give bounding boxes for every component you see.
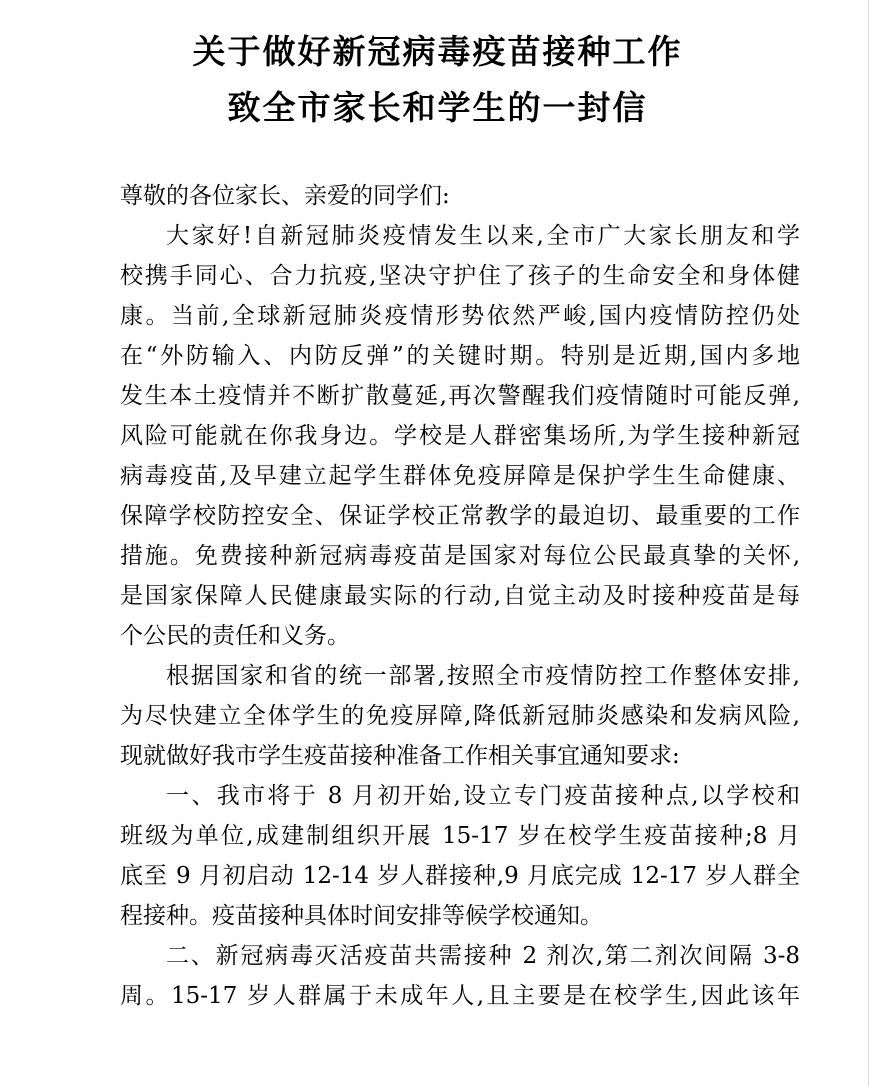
paragraph-4 xyxy=(120,936,800,1016)
text-line: 二、新冠病毒灭活疫苗共需接种 2 剂次,第二剂次间隔 3-8 xyxy=(166,943,800,969)
text-line: 现就做好我市学生疫苗接种准备工作相关事宜通知要求: xyxy=(120,743,680,769)
letter-body xyxy=(120,176,800,1016)
document-title-line-1: 关于做好新冠病毒疫苗接种工作 xyxy=(192,32,683,71)
text-line: 康。当前,全球新冠肺炎疫情形势依然严峻,国内疫情防控仍处 xyxy=(120,303,800,329)
paragraph-2 xyxy=(120,656,800,776)
text-line: 病毒疫苗,及早建立起学生群体免疫屏障是保护学生生命健康、 xyxy=(120,463,800,489)
text-line: 在“外防输入、内防反弹”的关键时期。特别是近期,国内多地 xyxy=(120,343,800,369)
text-line: 是国家保障人民健康最实际的行动,自觉主动及时接种疫苗是每 xyxy=(120,583,800,609)
paragraph-1 xyxy=(120,216,800,656)
text-line: 周。15-17 岁人群属于未成年人,且主要是在校学生,因此该年 xyxy=(120,983,800,1009)
text-line: 大家好!自新冠肺炎疫情发生以来,全市广大家长朋友和学 xyxy=(166,223,800,249)
text-line: 个公民的责任和义务。 xyxy=(120,623,350,649)
text-line: 根据国家和省的统一部署,按照全市疫情防控工作整体安排, xyxy=(166,663,800,689)
text-line: 措施。免费接种新冠病毒疫苗是国家对每位公民最真挚的关怀, xyxy=(120,543,800,569)
paragraph-3 xyxy=(120,776,800,936)
text-line: 为尽快建立全体学生的免疫屏障,降低新冠肺炎感染和发病风险, xyxy=(120,703,800,729)
text-line: 发生本土疫情并不断扩散蔓延,再次警醒我们疫情随时可能反弹, xyxy=(120,383,800,409)
salutation: 尊敬的各位家长、亲爱的同学们: xyxy=(120,183,450,209)
text-line: 程接种。疫苗接种具体时间安排等候学校通知。 xyxy=(120,903,603,929)
text-line: 风险可能就在你我身边。学校是人群密集场所,为学生接种新冠 xyxy=(120,423,800,449)
text-line: 校携手同心、合力抗疫,坚决守护住了孩子的生命安全和身体健 xyxy=(120,263,800,289)
text-line: 班级为单位,成建制组织开展 15-17 岁在校学生疫苗接种;8 月 xyxy=(120,823,800,849)
text-line: 一、我市将于 8 月初开始,设立专门疫苗接种点,以学校和 xyxy=(166,783,800,809)
page-edge-divider xyxy=(868,0,869,1086)
document-title-line-2: 致全市家长和学生的一封信 xyxy=(227,88,648,127)
text-line: 保障学校防控安全、保证学校正常教学的最迫切、最重要的工作 xyxy=(120,503,800,529)
text-line: 底至 9 月初启动 12-14 岁人群接种,9 月底完成 12-17 岁人群全 xyxy=(120,863,800,889)
